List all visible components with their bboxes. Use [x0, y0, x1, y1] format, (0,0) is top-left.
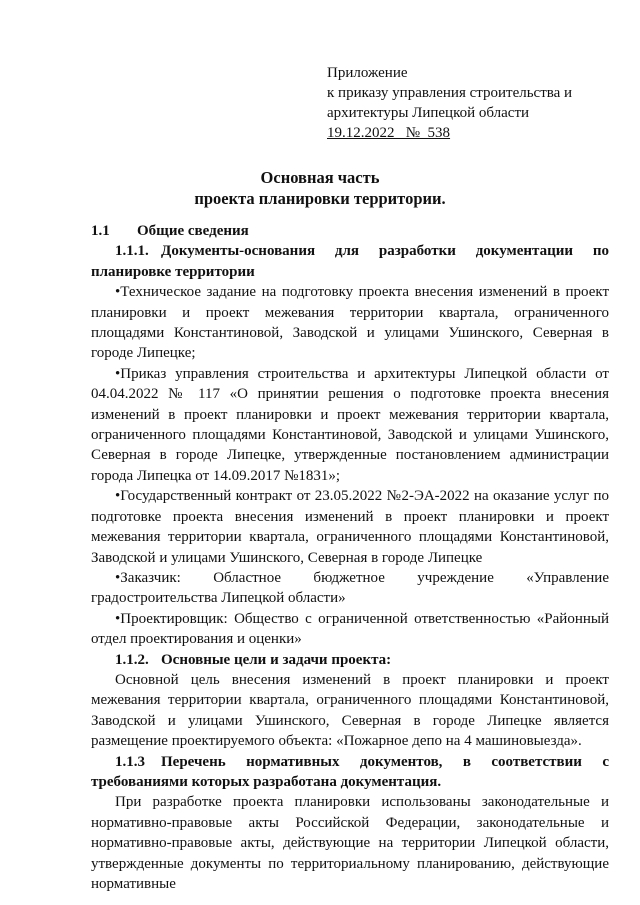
section-number: 1.1.2.: [115, 651, 149, 668]
bullet-glyph: •: [115, 365, 121, 382]
bullet-glyph: •: [115, 610, 121, 627]
section-heading-1-1: [91, 221, 609, 241]
section-paragraph: Основной цель внесения изменений в проект планировки и проект межевания территории квартала, ограниченного площадями Константиновой, Заводской и улицами Ушинского, Северная в городе Липецке является размещение проектируемого объекта: «Пожарное депо на 4 машиновыезда».: [91, 671, 609, 750]
appendix-note: [327, 63, 617, 143]
bullet-glyph: •: [115, 284, 121, 301]
title-line-2: проекта планировки территории.: [194, 189, 446, 208]
title-line-1: Основная часть: [260, 168, 380, 187]
section-heading-1-1-3: [91, 752, 609, 793]
list-item-text: Приказ управления строительства и архитектуры Липецкой области от 04.04.2022 № 117 «О принятии решения о подготовке проекта внесения изменений в проект планировки и проект межевания территории квартала, ограниченного площадями Константиновой, Заводской и улицами Ушинского, Северная в городе Липецке, утвержденные постановлением администрации города Липецка от 14.09.2017 №1831»;: [91, 365, 609, 484]
section-title: Перечень нормативных документов, в соответствии с требованиями которых разработана документация.: [91, 753, 609, 790]
section-heading-1-1-1: [91, 241, 609, 282]
list-item-text: Проектировщик: Общество с ограниченной ответственностью «Районный отдел проектирования и оценки»: [91, 610, 609, 648]
list-item: [91, 486, 609, 568]
section-heading-1-1-2: [91, 650, 609, 670]
appendix-line-2: к приказу управления строительства и: [327, 85, 573, 101]
list-item: [91, 282, 609, 364]
list-item-text: Государственный контракт от 23.05.2022 №2-ЭА-2022 на оказание услуг по подготовке проекта внесения изменений в проект планировки и проект межевания территории квартала, ограниченного площадями Константиновой, Заводской и улицами Ушинского, Северная в городе Липецке: [91, 488, 609, 566]
section-title: Документы-основания для разработки документации по планировке территории: [91, 243, 609, 280]
section-number: 1.1.3: [115, 753, 145, 770]
list-item-text: Заказчик: Областное бюджетное учреждение «Управление градостроительства Липецкой области»: [91, 569, 609, 607]
appendix-line-1: Приложение: [327, 65, 408, 81]
list-item: [91, 568, 609, 609]
bullet-glyph: •: [115, 488, 121, 505]
bullet-glyph: •: [115, 569, 121, 586]
section-paragraph: При разработке проекта планировки использованы законодательные и нормативно-правовые акты Российской Федерации, законодательные и нормативно-правовые акты, действующие на территории Липецкой области, утвержденные документы по территориальному планированию, действующие нормативные: [91, 794, 609, 892]
list-item-text: Техническое задание на подготовку проекта внесения изменений в проект планировки и проект межевания территории квартала, ограниченного площадями Константиновой, Заводской и улицами Ушинского, Северная в городе Липецке;: [91, 284, 609, 362]
list-item: [91, 609, 609, 650]
document-body: [91, 221, 609, 894]
section-number: 1.1: [91, 223, 110, 239]
appendix-line-3: архитектуры Липецкой области: [327, 105, 530, 121]
section-title: Основные цели и задачи проекта:: [161, 651, 392, 668]
list-item: [91, 364, 609, 486]
section-number: 1.1.1.: [115, 243, 149, 260]
appendix-order-date-number: 19.12.2022 № 538: [327, 125, 451, 141]
section-title: Общие сведения: [137, 223, 249, 239]
document-title: [0, 167, 640, 209]
